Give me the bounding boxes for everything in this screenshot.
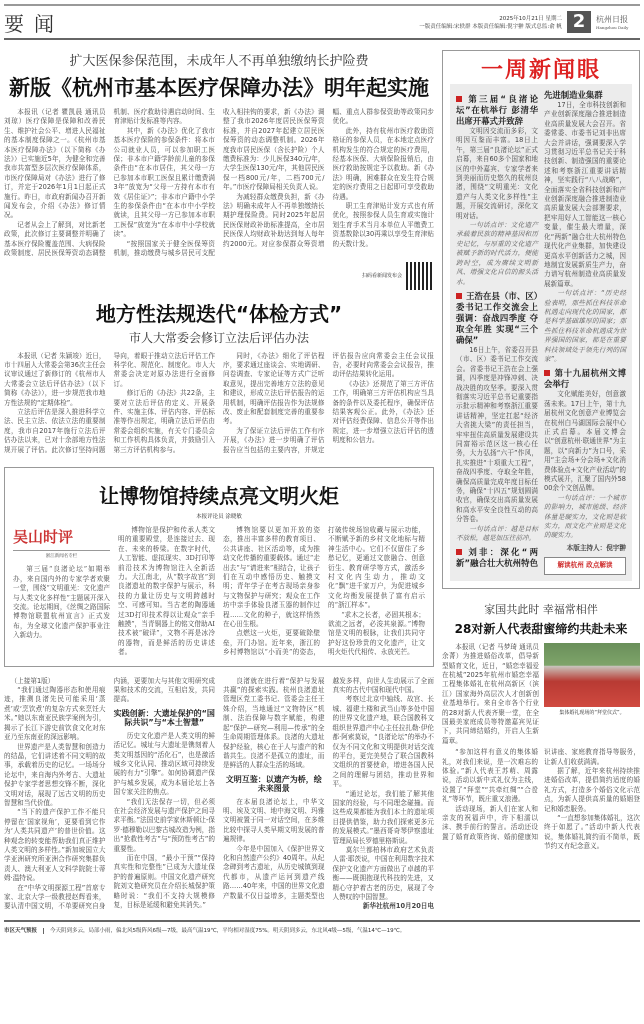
paragraph: “我们通过陶器形态和使用痕迹，推测良渚先民可能采用‘蒸煮’或‘烹饮煮’的复杂方式来烹饪大米。”她以东南亚民族学案例为引，揭示了长江下游史前饮食文化对东亚乃至东南亚的深远影响。 bbox=[4, 686, 106, 742]
weekly-item-headline bbox=[544, 368, 626, 390]
headline-text: 王浩在县（市、区）委书记工作交流会上强调：奋战四季度 夺取全年胜 实现“三个确保” bbox=[456, 290, 538, 345]
paragraph: 据了解，近年来杭州持续推进婚俗改革，提倡简约适度的婚礼方式，打造多个婚俗文化示范点，为新人提供高质量的婚姻登记和婚恋服务。 bbox=[544, 766, 640, 813]
left-column bbox=[4, 50, 434, 912]
newspaper-logo bbox=[596, 14, 640, 30]
weekly-item-comment: 一句话点评：一个城市的影响力，城市能级、经济体量是硬实力，文化则是软实力，而文化产业则是文化的硬实力。 bbox=[544, 493, 626, 540]
weekly-qr-promo: 解读杭州 政点解读 bbox=[544, 557, 626, 574]
bullet-square-icon bbox=[456, 293, 462, 299]
commentary-box bbox=[4, 467, 434, 667]
paragraph: 活动现场，新人们在家人和亲友的祝福声中，许下相濡以沫、携手前行的誓言。活动还设置了婚育政策咨询、婚前健康知识讲座、家庭教育指导等服务，让新人们收获满满。 bbox=[442, 748, 640, 841]
paragraph: 本报讯（记者 马梦琦 通讯员 余菁）为推进婚俗改革，倡导新型婚育文化，近日，“婚恋幸福爱在杭城”2025年杭州市婚恋幸福工程集体婚礼在杭州高新区（滨江）国家海外高层次人才创新创业基地举行。来自全市各个行业的28对新人代表齐聚一堂，在全国最美家庭成员等特邀嘉宾见证下，共同缔结婚约，开启人生新篇章。 bbox=[442, 642, 539, 745]
paragraph: 而在中国，“最小干预”“保持真实性和完整性”已成为大遗址保护的普遍原则。中国文化遗产研究院刘文艳研究员在介绍长城保护策略时说：“我们不支持大规模修复，目标是延缓和避免其消失。” bbox=[113, 853, 215, 909]
weekly-item-comment: 一句话点评：越是目标不放松，越是加压往前冲。 bbox=[456, 524, 538, 543]
signoff: 新华社杭州10月20日电 bbox=[362, 902, 434, 911]
paragraph: “通过论坛，我们能了解其他国家的经验，与不同理念碰撞。而这些成果都能为我们本土的遗址项目提供借鉴，助力我们探索更多元的发展模式。”墨西哥奇琴伊察遗址管理局局长罗德里格斯说。 bbox=[332, 789, 434, 845]
weekly-item-comment: 一句话点评：“历史经验表明，那些抓住科技革命机遇走向现代化的国家，都是科学基础雄厚的国家；那些抓住科技革命机遇成为世界强国的国家，都是在重要科技领域处于领先行列的国家”。 bbox=[544, 289, 626, 363]
continuation-body bbox=[4, 677, 434, 912]
paragraph: 为减轻群众缴费负担，新《办法》明确未成年人不再单独缴纳长期护理保险费。同时2025年起居民医保财政补助标准提高，全市居民医保人均财政补助达到每人每年约2000元。对应参保群众筹资增幅、重点人群参保资助等政策同步优化。 bbox=[223, 108, 434, 248]
article2-body bbox=[4, 352, 434, 455]
weekly-item-body: 文明因交流而多彩，文明因互鉴而丰富。18日上午，第三届“良渚论坛”正式启幕，来自60多个国家和地区的中外嘉宾、专家学者来到美丽而历史悠久的杭州良渚，围绕“文明重光：文化遗产与人类文化多样性”主题，开展交流研讨，深化文明对话。 bbox=[456, 127, 538, 220]
article1-title: 新版《杭州市基本医疗保障办法》明年起实施 bbox=[9, 76, 429, 100]
paragraph: 其中，新《办法》优化了我市基本医疗保险的参保条件：将本市公司就业人员，可以参加职工医保；非本市户籍学龄前儿童的参保条件由“在本市居住，其父母一方已参加本市职工医保且累计缴费满3年”放宽为“父母一方持有本市有效《居住证》”；非本市户籍中小学生的参保条件由“在本市中小学校就读，且其父母一方已参加本市职工医保”放宽为“在本市中小学校就读”。 bbox=[113, 126, 215, 239]
paragraph: “我们无法保存一切，但必须在社会经济发展与遗产保护之间寻求平衡。”法国史前学家休斯顿让-保罗·德穆勒以巴黎古城改造为例，指出“抢救性考古”与“预防性考古”的重要性。 bbox=[113, 797, 215, 853]
article1-subtitle: 扩大医保参保范围，未成年人不再单独缴纳长护险费 bbox=[69, 54, 369, 69]
weekly-title: 一周新闻眼 bbox=[480, 58, 601, 83]
article3-lead bbox=[442, 643, 640, 746]
paragraph: 历史文化遗产是人类文明的鲜活记忆。城址与大遗址是镌刻着人类文明基因的“活化石”，也是激活城乡文化认同、推动区域可持续发展的有力“引擎”。如何协调遗产保护与城乡发展，成为本届论坛上各国专家关注的焦点。 bbox=[113, 731, 215, 797]
page-body bbox=[4, 50, 640, 912]
paragraph: 博物馆要以更加开放的姿态，推出丰富多样的教育项目、公共讲座、社区活动等，成为推动文化传播的重要载体。通过“走出去”与“请进来”相结合，让孩子们在互动中感悟历史、触摸文明；青年学子在考古现场亲身参与文物保护与研究；观众在工作坊中亲手体验良渚玉器的制作过程……文化的种子，就这样悄然在心田生根。 bbox=[223, 525, 320, 629]
editors: 一版责任编辑:宋轶群 本版责任编辑:倪宇翀 版式总监:俞 帆 bbox=[419, 24, 562, 30]
weather-label: 市区天气预报 bbox=[4, 928, 44, 934]
paragraph: 点燃这一火炬，更要破除壁垒，开门办馆。近年来，浙江的乡村博物馆以“小而美”的姿态，打破传统场馆收藏与展示功能，不断赋予新的乡村文化地标与精神生活中心。它们不仅留住了乡愁记忆，更通过文旅融合、创意衍生、教育研学等方式，激活乡村文化内生动力，推动文化“飘”进千家万户，为促进城乡文化均衡发展提供了富有启示的“浙江样本”。 bbox=[223, 525, 425, 657]
weekly-item-headline bbox=[456, 94, 538, 127]
paragraph: 博物馆是保护和传承人类文明的重要殿堂，是连接过去、现在、未来的桥梁。在数字时代，人工智能、虚拟现实、3D打印等前沿技术为博物馆注入全新活力。大江南北，从“数字故宫”到良渚遗址的数字保护与展示，科技的力量让历史与文明跨越时空、可感可知。当古老的陶器通过3D打印技术得以让观众“亲手触摸”，当青铜器上的铭文借助AI技术被“破译”，文物不再是冰冷的器物，而是鲜活的历史讲述者。 bbox=[118, 525, 215, 657]
commentary-title: 让博物馆持续点亮文明火炬 bbox=[99, 483, 339, 508]
continued-from: （上接第1版） bbox=[10, 676, 55, 685]
weekly-item-body: 17日，全市科技创新和产业创新深度融合推进制造业高质量发展大会召开。省委常委、市委书记刘非出席大会并讲话，强调要深入学习贯彻习近平总书记关于科技创新、制造强国的重要论述和考察浙江重要讲话精神，坚实践行“八八战略”，全面落实全省科技创新和产业创新深度融合推进制造业高质量发展大会部署要求，把牢用好人工智能这一核心变量，催生最大增量，深化“两新”融合壮大杭州特色现代化产业集群，加快建设更高水平创新活力之城，因地制宜发展新质生产力，奋力谱写杭州制造业高质量发展新篇章。 bbox=[544, 101, 626, 288]
weekly-item-headline bbox=[456, 291, 538, 346]
qr-caption: 扫码看新闻发布会 bbox=[361, 273, 402, 279]
article3-title: 28对新人代表甜蜜缔约共赴未来 bbox=[454, 621, 628, 636]
weekly-item-body: 文化赋能美好，创意激荡未来。17日上午，第十九届杭州文化创意产业博览会在杭州白马湖国际会展中心正式启幕。本届文博会以“创意杭州·联通世界”为主题，以“向新力”为口号，采用“主会场+分会场+文化消费体验点+文化产业活动”的模式展开，汇聚了国内外5800余个文创品牌。 bbox=[544, 390, 626, 493]
article2-title: 地方性法规迭代“体检方式” bbox=[95, 301, 343, 326]
weekly-host: 本版主持人：倪宇翀 bbox=[566, 543, 626, 552]
photo-caption: 集体婚礼现场的“拜堂仪式”。 bbox=[559, 709, 625, 716]
paragraph: 本报讯（记者 朱颖竣）近日，市十四届人大常委会第36次主任会议审议通过了新修订的《杭州市人大常委会立法后评估办法》（以下简称《办法》），进一步规范我市地方性法规的“定期体检”。 bbox=[4, 351, 106, 407]
masthead bbox=[4, 6, 640, 40]
paragraph: “参加这样有意义的集体婚礼，对我们来说，是一次难忘的体验。”新人代表王苏萌、周露说，活动以新中式礼仪为主线，设置了“拜堂”“共牵红绸”“合卺礼”等环节，既庄重又浪漫。 bbox=[442, 748, 538, 804]
weekly-item-comment: 一句话点评：文化遗产承载着民族的精神基因和历史记忆，与厚重的文化遗产被赋予新的时代活力，便能跨时空，成为赓续文明新风、增强文化自信的源头活水。 bbox=[456, 221, 538, 286]
paragraph: 莫尔兰都柏林市政府艺术负责人雷·耶茨说，中国在利用数字技术保护文化遗产方面做出了卓越的平衡——既拥抱现代科技的先进，又精心守护着古老的历史，展现了令人赞叹的中国智慧。 bbox=[332, 845, 434, 901]
paragraph: 职工生育津贴计发方式也有所优化，按照参保人员生育或实施计划生育手术当月本单位人平缴费工资基数除以30再乘以享受生育津贴的天数计发。 bbox=[332, 202, 434, 248]
paragraph: 今年是中国加入《保护世界文化和自然遗产公约》40周年。从纪念碑到考古遗址，从历史城镇到现代都市，从遗产运河到遗产线路……40年来，中国的世界文化遗产数量不仅日益增多，主题类型也越发多样，向世人生动展示了全面真实的古代中国和现代中国。 bbox=[223, 676, 434, 900]
weekly-items bbox=[450, 84, 632, 581]
paragraph: “按照国家关于健全医保筹资机制，推动缴费与城乡居民可支配收入相挂钩的要求，新《办法》调整了我市2026年度居民医保筹资标准，并自2027年起建立居民医保筹资的动态调整机制。2026年度我市居民医保（含长护险）个人缴费标准为：少儿医保340元/年，大学生医保130元/年，其他居民医保一档800元/年，二档700元/年。”市医疗保障局相关负责人说。 bbox=[113, 108, 325, 258]
commentary-body bbox=[13, 526, 425, 658]
paragraph: 考察过北京中轴线、故宫、长城、福建土楼和武当山等多处中国的世界文化遗产地，联合国教科文组织世界遗产中心主任拉扎勒·伊伦都·阿索莫说，“良渚论坛”的举办不仅为不同文化和文明提供对话交流的平台，更完美契合了联合国教科文组织的首要使命，增进各国人民之间的理解与团结，推动世界和平。 bbox=[332, 695, 434, 789]
subheading: 文明互鉴：以遗产为桥，绘未来图景 bbox=[225, 774, 322, 794]
header-meta bbox=[362, 14, 562, 30]
paragraph: 记者从会上了解到，对比新老政策，此次修订主要调整并明确了基本医疗保险覆盖范围、大病保险政策制度、居民医保筹资动态调整机制、医疗救助待遇启动时间、生育津贴计发标准等内容。 bbox=[4, 108, 215, 258]
paragraph: 在本届良渚论坛上，中华文明、埃及文明、地中海文明、玛雅文明被置于同一对话空间，在多维比较中探寻人类早期文明发展的普遍规律。 bbox=[223, 797, 325, 844]
column-logo-text: 吴山时评 bbox=[13, 527, 74, 546]
paragraph: “一直想参加集体婚礼，这次终于如愿了。”活动中新人代表说，集体婚礼简约而不简单，既节约又有纪念意义。 bbox=[544, 814, 640, 851]
paragraph: 为了保证立法后评估工作有序开展，《办法》进一步明确了评估报告应当包括的主要内容，并规定评估报告应向常委会主任会议报告，必要时向常委会会议报告，推动评估结果转化运用。 bbox=[223, 351, 434, 454]
bullet-square-icon bbox=[544, 370, 550, 376]
weekly-news-box bbox=[442, 50, 640, 589]
paragraph: 第三届“良渚论坛”如期举办，来自国内外的专家学者欢聚一堂，围绕“文明重光：文化遗产与人类文化多样性”主题展开深入交流。论坛期间，《丝绸之路国际博物馆联盟杭州宣言》正式发布，为全球文化遗产保护事业注入新动力。 bbox=[13, 565, 110, 640]
column-logo bbox=[13, 526, 110, 561]
paragraph: 世界遗产是人类智慧和创造力的结晶，它们讲述着不同文明的故事，承载着历史的记忆。一场场分论坛中，来自海内外考古、大遗址保护专家学者思想交锋不断，深化文明对话，展现了远古文明的历史智慧和当代价值。 bbox=[4, 742, 106, 807]
column-logo-sub: 浙江新闻名专栏 bbox=[13, 550, 110, 561]
subheading: 实践创新：大遗址保护的“国际共识”与“本土智慧” bbox=[113, 708, 215, 728]
section-title: 要闻 bbox=[4, 11, 64, 36]
logo-text: 杭州日报 bbox=[596, 15, 628, 24]
logo-en: Hangzhou Daily bbox=[596, 25, 629, 30]
qr-code[interactable] bbox=[406, 262, 434, 290]
wedding-photo bbox=[544, 643, 640, 707]
article3-kicker: 家国共此时 幸福常相伴 bbox=[484, 602, 598, 616]
commentary-byline: 本报评论员 涂晓敏 bbox=[196, 513, 242, 520]
weather-text: 今天阴到多云，局部小雨，偏北风5级阵风6级—7级，最高气温19℃，平均相对湿度75%。明天阴到多云，东北风4级—5级，气温14℃—19℃。 bbox=[50, 927, 406, 934]
paragraph: 本报讯（记者 瞿凯晨 通讯员 刘琼）医疗保障是保障和改善民生、维护社会公平、增进人民福祉的基本制度保障之一。《杭州市基本医疗保障办法》（以下简称《办法》）已实施近5年，为健全和完善我市共富型多层次医疗保障体系，市医疗保障局对《办法》进行了修订，并定于2026年1月1日起正式施行。昨日，市政府新闻办召开新闻发布会，介绍《办法》修订情况。 bbox=[4, 108, 106, 220]
qr-block bbox=[4, 262, 434, 290]
headline-text: 第三届“良渚论坛”在杭举行 彭清华出席开幕式并致辞 bbox=[456, 94, 538, 126]
article2-subtitle: 市人大常委会修订立法后评估办法 bbox=[128, 330, 309, 345]
photo-block bbox=[544, 643, 640, 746]
weather-bar bbox=[4, 920, 640, 940]
weekly-item-body: 16日上午，省委召开县（市、区）委书记工作交流会。省委书记王浩在会上强调，四季度是冲锋冲刺、决战决胜的攻坚季。要深入贯彻落实习近平总书记重要指示批示精神和考察浙江重要讲话精神，坚定扛起“经济大省挑大梁”的责任担当，牢牢扭住高质量发展建设共同富裕示范区这一核心任务，大力弘扬“六干”作风，扎实推进“十项重大工程”，奋战四季度、夺取全年胜，确保高质量完成年度目标任务，确保“十四五”规划圆满收官，确保交出高质量发展和高水平安全良性互动的高分答卷。 bbox=[456, 345, 538, 524]
right-column bbox=[442, 50, 640, 912]
paragraph: 此外，持有杭州市医疗救助资格证的参保人员，在本地定点医疗机构发生的符合规定的医疗费用，经基本医保、大病保险报销后，由医疗救助按规定予以救助。新《办法》明确，困难群众在发生符合规定的医疗费用之日起即可享受救助待遇。 bbox=[332, 126, 434, 201]
paragraph: 良渚就在进行着“保护与发展共赢”的探索实践。杭州良渚遗址管理区党工委书记、管委会主任王姝介绍，当地通过“文物特区”机制、法治保障与数字赋能，构建起“保护—研究—利用—传承”的全生命周期管理体系。良渚的大遗址保护经验，核心在于人与遗产的和谐共生。良渚不是孤立的遗址，而是鲜活的人群众生活的场域。 bbox=[223, 676, 325, 770]
article3-body bbox=[442, 643, 539, 746]
article3-body-cont bbox=[442, 748, 640, 851]
headline-text: 第十九届杭州文博会举行 bbox=[544, 368, 626, 390]
paragraph: 同时，《办法》细化了评估程序，要求通过座谈会、实地调研、问卷调查、专家论证等方式广泛听取意见，提出完善地方立法的意见和建议，形成立法后评估报告的运用机制，明确评估报告作为法规修改、废止和配套制度完善的重要参考。 bbox=[223, 351, 325, 426]
page-number: 2 bbox=[567, 11, 591, 33]
paragraph: “求木之长者，必固其根本；欲流之远者，必浚其泉源。”博物馆是文明的根脉，让我们共同守护好这份珍贵的文化遗产，让文明火炬代代相传、永放光芒。 bbox=[328, 610, 425, 657]
paragraph: 《办法》还规范了第三方评估工作，明确第三方评估机构应当具备的条件以及委托程序，确保评估结果客观公正。此外，《办法》还对评估经费保障、信息公开等作出规定，进一步增强立法后评估的透明度和公信力。 bbox=[332, 379, 434, 445]
paragraph: “当下的遗产保护工作不能只停留在‘国家视角’，更要看到它作为‘人类共同遗产’的普世价值。这种观念的转变能帮助我们真正维护人类文明的多样性。”新加坡国立大学亚洲研究所亚洲合作研究集群负责人、澳大利亚人文科学院院士蒂姆·温特说。 bbox=[4, 808, 106, 883]
bullet-square-icon bbox=[456, 96, 462, 102]
article1-body bbox=[4, 108, 434, 259]
paragraph: 在“中华文明探源工程”首席专家、北京大学一级教授赵辉看来，要认清中国文明，不单要研究自身内涵，更要加大与其他文明研究成果和技术的交流，互相启发，共同提高。 bbox=[4, 676, 215, 911]
issue-date: 2025年10月21日 星期二 bbox=[499, 16, 562, 22]
paragraph: 修订后的《办法》共22条，主要对立法后评估的定义、开展条件、实施主体、评估内容、评估标准等作出规定，明确立法后评估由常委会组织实施，有关专门委员会和工作机构具体负责，并鼓励引入第三方评估机构参与。 bbox=[113, 389, 215, 454]
bullet-square-icon bbox=[456, 549, 462, 555]
headline-text: 刘非：深化“两新”融合壮大杭州特色先进制造业集群 bbox=[456, 90, 603, 569]
newspaper-page bbox=[0, 4, 644, 940]
paragraph: 立法后评估是深入推进科学立法、民主立法、依法立法的重要制度，我市自2017年施行立法后评估办法以来，已对十余部地方性法规开展了评估。此次修订坚持问题导向，着眼于推动立法后评估工作科学化、规范化、制度化。市人大常委会决定对原办法进行全面修订。 bbox=[4, 351, 215, 454]
